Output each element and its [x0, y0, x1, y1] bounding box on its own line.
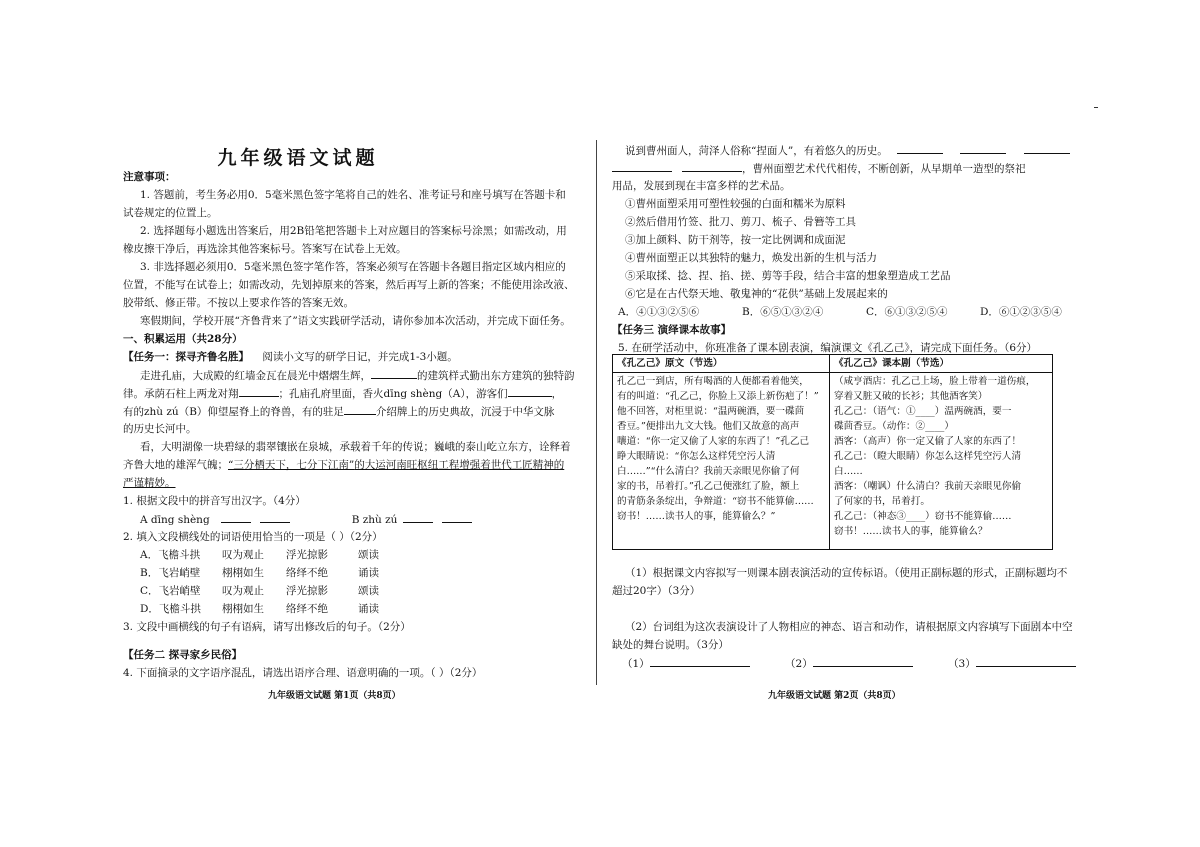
answer-blank[interactable] — [221, 512, 251, 523]
diary-line — [123, 458, 564, 472]
q2-option — [140, 584, 379, 598]
original-line: 睁大眼睛说：“你怎么这样凭空污人清 — [617, 451, 776, 462]
script-line: 窃书！……读书人的事，能算偷么？ — [834, 526, 988, 537]
option-word: 络绎不绝 — [286, 567, 328, 579]
sentence-item: ④曹州面塑正以其独特的魅力，焕发出新的生机与活力 — [625, 252, 877, 264]
script-line: 酒客：（高声）你一定又偷了人家的东西了！ — [834, 436, 1022, 447]
script-line: 孔乙己：（瞪大眼睛）你怎么这样凭空污人清 — [834, 451, 1022, 462]
option-word: D．飞檐斗拱 — [140, 603, 201, 615]
option-word: 叹为观止 — [222, 549, 264, 561]
option-word: 叹为观止 — [222, 585, 264, 597]
page-footer: 九年级语文试题 第2页（共8页） — [768, 691, 901, 701]
answer-blank[interactable] — [344, 404, 376, 415]
script-line: 酒客：（嘲讽）什么清白？我前天亲眼见你偷 — [834, 481, 1022, 492]
answer-blank[interactable] — [403, 512, 433, 523]
q5-sub1: 超过20字）（3分） — [612, 585, 701, 597]
q4-option-b[interactable]: B．⑥⑤①③②④ — [742, 306, 824, 318]
diary-text: 的建筑样式勤出东方建筑的独特韵 — [417, 370, 575, 382]
original-line: 白……”“什么清白？我前天亲眼见你偷了何 — [617, 466, 800, 477]
task2-heading: 【任务二 探寻家乡民俗】 — [123, 649, 243, 661]
diary-line — [140, 368, 575, 383]
option-word: A．飞檐斗拱 — [140, 549, 201, 561]
question-5: 5. 在研学活动中，你班准备了课本剧表演，编演课文《孔乙己》，请完成下面任务。（6分） — [618, 342, 1038, 354]
diary-text: 齐鲁大地的雄浑气魄； — [123, 459, 228, 471]
answer-blank[interactable] — [960, 143, 1006, 154]
question-1: 1. 根据文段中的拼音写出汉字。（4分） — [123, 495, 306, 507]
option-word: 诵读 — [358, 567, 379, 579]
script-line: 碟茴香豆。（动作：②____） — [834, 421, 954, 432]
original-line: 窃书！……读书人的事，能算偷么？” — [617, 511, 776, 522]
q5-sub2: 缺处的舞台说明。（3分） — [612, 639, 729, 651]
diary-text: 介绍牌上的历史典故，沉浸于中华文脉 — [375, 406, 555, 418]
q2-option — [140, 548, 379, 562]
task1-instruction: 阅读小文写的研学日记，并完成1-3小题。 — [262, 351, 458, 363]
original-line: 家的书，吊着打。”孔乙己便涨红了脸，额上 — [617, 481, 800, 492]
answer-blank[interactable] — [442, 512, 472, 523]
q5-sub1: （1）根据课文内容拟写一则课本剧表演活动的宣传标语。（使用正副标题的形式，正副标题均不 — [625, 567, 1068, 579]
notice-line: 2. 选择题每小题选出答案后，用2B铅笔把答题卡上对应题目的答案标号涂黑；如需改动，用 — [140, 225, 567, 237]
diary-text: 走进孔庙，大成殿的红墙金瓦在晨光中熠熠生辉， — [140, 370, 371, 382]
page-footer: 九年级语文试题 第1页（共8页） — [268, 691, 401, 701]
script-line: （咸亨酒店：孔乙己上场，脸上带着一道伤痕， — [834, 376, 1036, 387]
q4-options — [618, 305, 1062, 319]
sentence-item: ⑥它是在古代祭天地、敬鬼神的“花供”基础上发展起来的 — [625, 288, 888, 300]
task1-tag: 【任务一：探寻齐鲁名胜】 — [123, 351, 249, 363]
underlined-sentence: 的大运河南旺枢纽工程增强着世代工匠精神的 — [354, 459, 565, 471]
sentence-item: ③加上颜料、防干剂等，按一定比例调和成面泥 — [625, 234, 846, 246]
notice-line: 橡皮擦干净后，再选涂其他答案标号。答案写在试卷上无效。 — [123, 243, 407, 255]
original-line: 有的叫道：“孔乙己，你脸上又添上新伤疤了！” — [617, 391, 819, 402]
script-line: 孔乙己：（语气：①____）温两碗酒，要一 — [834, 406, 1012, 417]
exam-page-1 — [0, 0, 596, 847]
diary-line: 的历史长河中。 — [123, 423, 197, 435]
script-line: 穿着又脏又破的长衫；其他酒客笑） — [834, 391, 988, 402]
original-line: 他不回答，对柜里说：“温两碗酒，要一碟茴 — [617, 406, 805, 417]
q4-option-c[interactable]: C．⑥①③②⑤④ — [866, 306, 948, 318]
option-word: 颂读 — [358, 585, 379, 597]
sentence-item: ①曹州面塑采用可塑性较强的白面和糯米为原料 — [625, 198, 846, 210]
script-text-cell — [830, 373, 1053, 550]
notice-line: 位置，不能写在试卷上；如需改动，先划掉原来的答案，然后再写上新的答案；不能使用涂改液、 — [123, 279, 575, 291]
scan-mark — [1094, 107, 1098, 108]
original-line: 嚷道：“你一定又偷了人家的东西了！”孔乙己 — [617, 436, 810, 447]
answer-blank[interactable] — [612, 161, 672, 172]
notice-line: 试卷规定的位置上。 — [123, 207, 218, 219]
option-word: 浮光掠影 — [286, 585, 328, 597]
question-2: 2. 填入文段横线处的词语使用恰当的一项是（ ）（2分） — [123, 531, 383, 543]
diary-line — [123, 386, 562, 401]
passage-text: 说到曹州面人，菏泽人俗称“捏面人”，有着悠久的历史。 — [625, 145, 888, 157]
original-line: 孔乙己一到店，所有喝酒的人便都看着他笑， — [617, 376, 809, 387]
q4-option-d[interactable]: D．⑥①②③⑤④ — [980, 306, 1062, 318]
answer-blank[interactable] — [371, 368, 417, 379]
script-line: 白…… — [834, 466, 863, 477]
q1-pinyin-a: A dīng shèng — [140, 514, 210, 526]
passage-line — [625, 143, 1070, 158]
page-divider — [596, 140, 597, 685]
table-header-script: 《孔乙己》课本剧（节选） — [830, 355, 1053, 373]
script-line: 孔乙己：（神态③____）窃书不能算偷…… — [834, 511, 1012, 522]
notice-heading: 注意事项： — [123, 171, 176, 183]
option-word: 栩栩如生 — [222, 603, 264, 615]
task3-heading: 【任务三 演绎课本故事】 — [612, 324, 732, 336]
passage-line — [612, 161, 1026, 176]
option-word: 栩栩如生 — [222, 567, 264, 579]
answer-blank[interactable] — [976, 656, 1076, 667]
q1-pinyin-b: B zhù zú — [351, 514, 398, 526]
underlined-sentence: 严谨精妙。 — [123, 477, 176, 489]
notice-line: 1. 答题前，考生务必用0．5毫米黑色签字笔将自己的姓名、准考证号和座号填写在答题卡和 — [140, 189, 566, 201]
option-word: B．飞岩峭壁 — [140, 567, 201, 579]
q2-option — [140, 566, 379, 580]
answer-blank[interactable] — [508, 386, 552, 397]
diary-text: 有的zhù zú（B）仰望屋脊上的脊兽，有的驻足 — [123, 406, 344, 418]
diary-text: ；孔庙孔府里面，香火dīng shèng（A），游客们 — [278, 388, 508, 400]
option-word: 浮光掠影 — [286, 549, 328, 561]
diary-text: 律。承荫石柱上两龙对翔 — [123, 388, 239, 400]
original-text-cell — [613, 373, 830, 550]
answer-blank[interactable] — [650, 656, 750, 667]
diary-line: 看，大明湖像一块碧绿的翡翠镶嵌在泉城，承载着千年的传说；巍峨的泰山屹立东方，诠释着 — [140, 441, 571, 453]
option-word: 诵读 — [358, 603, 379, 615]
task1-line — [123, 350, 458, 364]
notice-line: 3. 非选择题必须用0．5毫米黑色签字笔作答，答案必须写在答题卡各题目指定区域内相应的 — [140, 261, 566, 273]
option-word: 络绎不绝 — [286, 603, 328, 615]
passage-line: 用品，发展到现在丰富多样的艺术品。 — [612, 180, 791, 192]
q1-answers — [140, 512, 472, 527]
q2-option — [140, 602, 379, 616]
diary-line — [123, 404, 554, 419]
sentence-item: ②然后借用竹签、批刀、剪刀、梳子、骨簪等工具 — [625, 216, 856, 228]
exam-title: 九年级语文试题 — [217, 147, 379, 169]
notice-line: 胶带纸、修正带。不按以上要求作答的答案无效。 — [123, 297, 354, 309]
original-line: 的青筋条条绽出，争辩道：“窃书不能算偷…… — [617, 496, 814, 507]
activity-intro: 寒假期间，学校开展“齐鲁背来了”语文实践研学活动，请你参加本次活动，并完成下面任务。 — [140, 315, 571, 327]
section-heading: 一、积累运用（共28分） — [123, 333, 243, 345]
answer-label: （2） — [785, 658, 813, 670]
answer-blank[interactable] — [813, 656, 913, 667]
answer-blank[interactable] — [260, 512, 290, 523]
question-4: 4. 下面摘录的文字语序混乱，请选出语序合理、语意明确的一项。（ ）（2分） — [123, 667, 483, 679]
answer-label: （1） — [622, 658, 650, 670]
option-word: 颂读 — [358, 549, 379, 561]
original-line: 香豆。”便排出九文大钱。他们又故意的高声 — [617, 421, 800, 432]
answer-blank[interactable] — [682, 161, 742, 172]
script-line: 了何家的书，吊着打。 — [834, 496, 930, 507]
sentence-item: ⑤采取揉、捻、捏、掐、搓、剪等手段，结合丰富的想象塑造成工艺品 — [625, 270, 951, 282]
answer-label: （3） — [948, 658, 976, 670]
diary-text: ， — [551, 388, 563, 400]
underlined-sentence: “三分栖天下，七分下江南” — [228, 459, 355, 471]
q5-answer-row — [622, 656, 1076, 671]
answer-blank[interactable] — [239, 386, 279, 397]
passage-text: ，曹州面塑艺术代代相传，不断创新，从早期单一造型的祭祀 — [742, 163, 1026, 175]
q4-option-a[interactable]: A．④①③②⑤⑥ — [618, 306, 700, 318]
kong-yiji-comparison-table — [612, 354, 1053, 550]
option-word: C．飞岩峭壁 — [140, 585, 201, 597]
answer-blank[interactable] — [1024, 143, 1070, 154]
table-header-original: 《孔乙己》原文（节选） — [613, 355, 830, 373]
q5-sub2: （2）台词组为这次表演设计了人物相应的神态、语言和动作，请根据原文内容填写下面剧本中空 — [625, 621, 1073, 633]
question-3: 3. 文段中画横线的句子有语病，请写出修改后的句子。（2分） — [123, 621, 411, 633]
answer-blank[interactable] — [897, 143, 943, 154]
